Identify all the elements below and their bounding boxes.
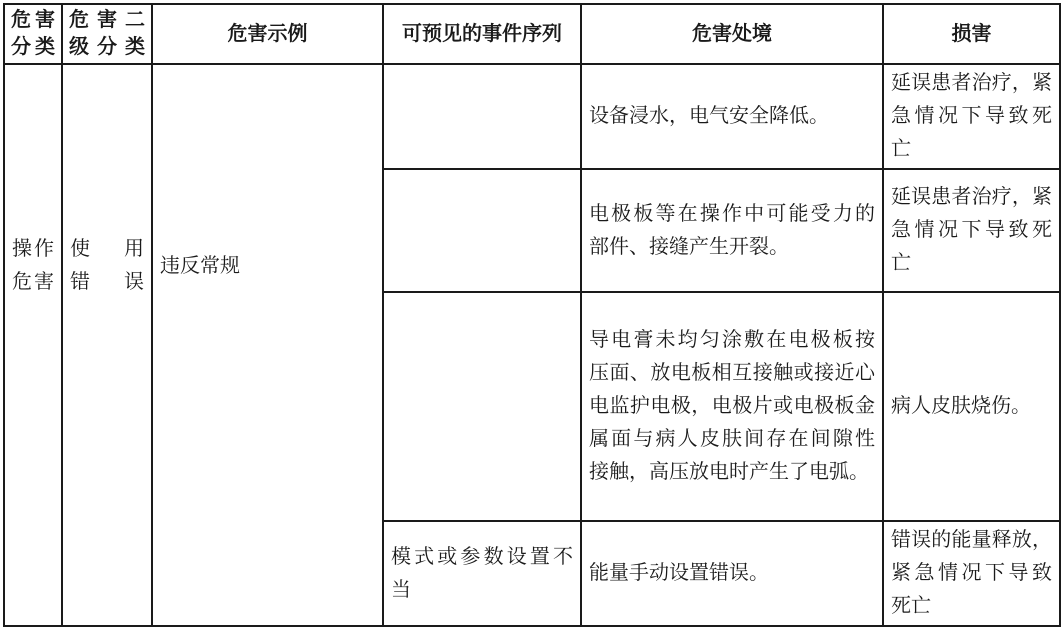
cell-hazardous-situation-3: 导电膏未均匀涂敷在电极板按 压面、放电板相互接触或接近心 电监护电极，电极片或电极板金 属面与病人皮肤间存在间隙性 接触，高压放电时产生了电弧。 bbox=[581, 292, 883, 521]
cell-event-sequence-2 bbox=[383, 169, 581, 292]
header-hazard-category: 危害分类 bbox=[4, 4, 62, 64]
cell-hazardous-situation-4: 能量手动设置错误。 bbox=[581, 521, 883, 626]
cell-event-sequence-1 bbox=[383, 64, 581, 169]
risk-analysis-table bbox=[3, 3, 1061, 627]
header-hazard-example: 危害示例 bbox=[152, 4, 383, 64]
cell-harm-4: 错误的能量释放， 紧急情况下导致 死亡 bbox=[883, 521, 1060, 626]
table-row bbox=[4, 64, 1060, 169]
cell-hazardous-situation-1: 设备浸水，电气安全降低。 bbox=[581, 64, 883, 169]
header-hazardous-situation: 危害处境 bbox=[581, 4, 883, 64]
cell-harm-2: 延误患者治疗，紧 急情况下导致死 亡 bbox=[883, 169, 1060, 292]
cell-harm-3: 病人皮肤烧伤。 bbox=[883, 292, 1060, 521]
header-event-sequence: 可预见的事件序列 bbox=[383, 4, 581, 64]
cell-hazard-subcategory: 使用 错误 bbox=[62, 64, 152, 626]
cell-hazard-example: 违反常规 bbox=[152, 64, 383, 626]
cell-harm-1: 延误患者治疗，紧 急情况下导致死 亡 bbox=[883, 64, 1060, 169]
cell-event-sequence-3 bbox=[383, 292, 581, 521]
cell-event-sequence-4: 模式或参数设置不 当 bbox=[383, 521, 581, 626]
cell-hazardous-situation-2: 电极板等在操作中可能受力的 部件、接缝产生开裂。 bbox=[581, 169, 883, 292]
cell-hazard-category: 操作 危害 bbox=[4, 64, 62, 626]
header-hazard-subcategory: 危害二级分类 bbox=[62, 4, 152, 64]
header-harm: 损害 bbox=[883, 4, 1060, 64]
header-row bbox=[4, 4, 1060, 64]
